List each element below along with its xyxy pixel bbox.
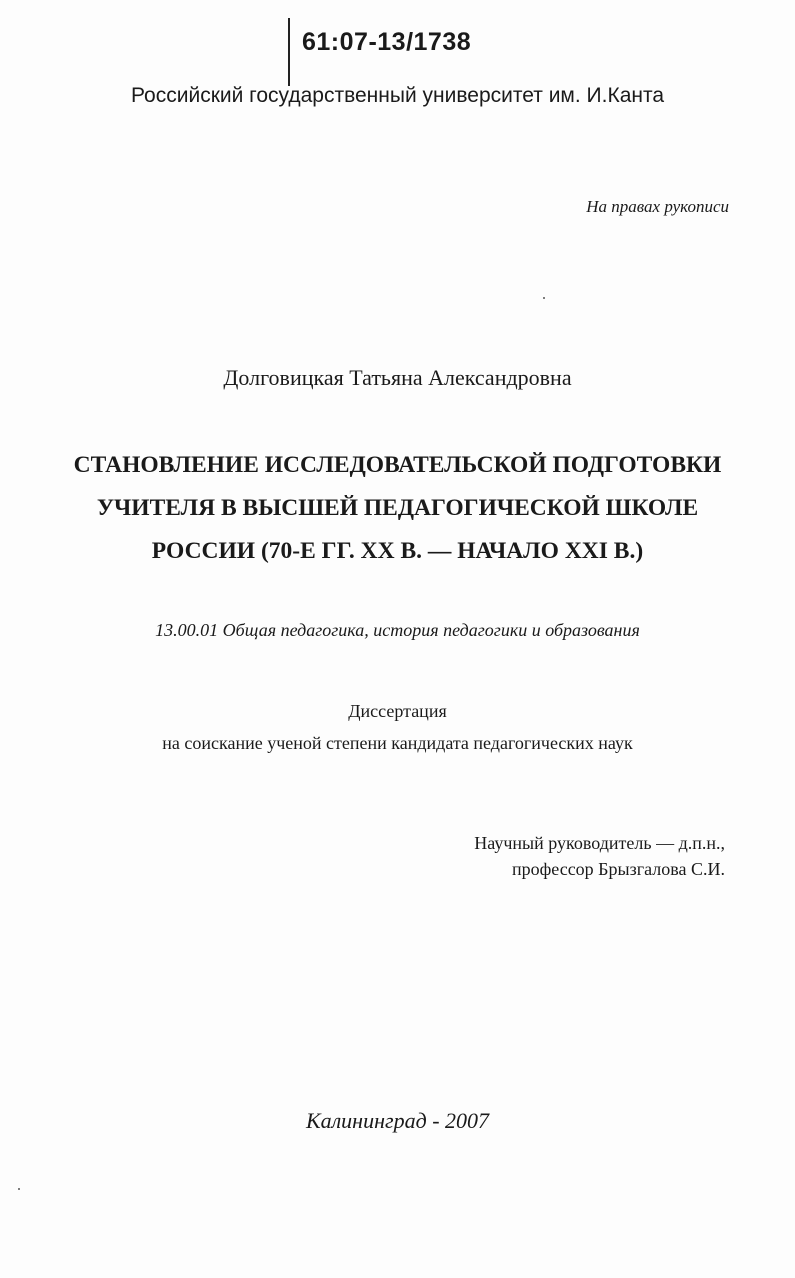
city-year: Калининград - 2007	[305, 1108, 490, 1133]
title-line: РОССИИ (70-Е ГГ. XX В. — НАЧАЛО XXI В.)	[151, 538, 644, 564]
scan-speck	[18, 1188, 20, 1190]
rights-notice: На правах рукописи	[586, 197, 729, 216]
stamp-divider	[288, 18, 290, 86]
supervisor-line: Научный руководитель — д.п.н.,	[474, 833, 725, 853]
library-stamp: 61:07-13/1738	[302, 28, 472, 56]
author-name: Долговицкая Татьяна Александровна	[223, 365, 572, 390]
dissertation-purpose: на соискание ученой степени кандидата педагогических наук	[162, 733, 633, 753]
title-line: СТАНОВЛЕНИЕ ИССЛЕДОВАТЕЛЬСКОЙ ПОДГОТОВКИ	[73, 452, 722, 478]
title-line: УЧИТЕЛЯ В ВЫСШЕЙ ПЕДАГОГИЧЕСКОЙ ШКОЛЕ	[96, 495, 699, 521]
dissertation-type: Диссертация	[348, 701, 447, 721]
university-name: Российский государственный университет им. И.Канта	[130, 84, 665, 107]
scan-speck	[543, 297, 545, 299]
supervisor-block	[474, 830, 725, 882]
dissertation-title	[40, 444, 755, 573]
specialty-code: 13.00.01 Общая педагогика, история педагогики и образования	[155, 620, 640, 640]
supervisor-line: профессор Брызгалова С.И.	[511, 859, 725, 879]
